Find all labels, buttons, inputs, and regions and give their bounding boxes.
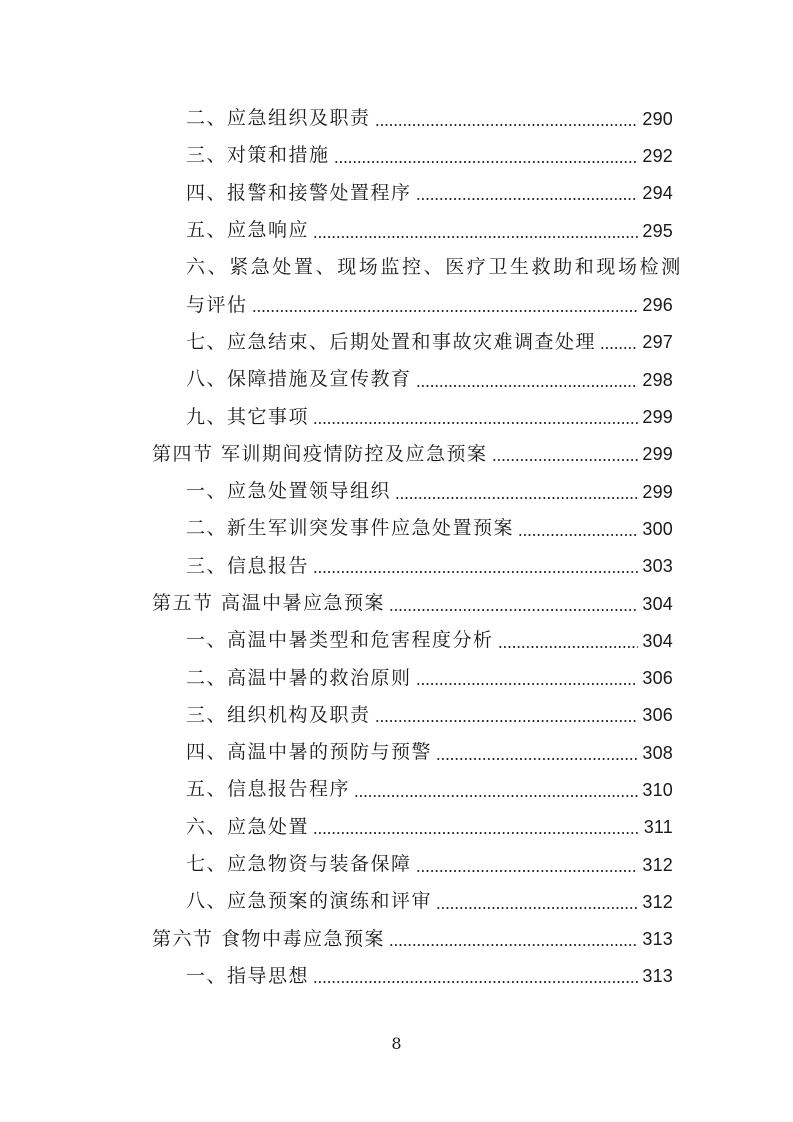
toc-section-entry[interactable] (0, 436, 793, 473)
toc-page-number: 308 (642, 742, 673, 763)
dot-leader (416, 682, 638, 686)
toc-page-number: 306 (642, 705, 673, 726)
dot-leader (313, 831, 638, 835)
dot-leader (416, 197, 638, 201)
toc-entry-title: 七、应急结束、后期处置和事故灾难调查处理 (186, 330, 597, 353)
toc-entry-title: 三、组织机构及职责 (186, 703, 371, 726)
toc-entry-title: 六、紧急处置、现场监控、医疗卫生救助和现场检测 (186, 256, 683, 279)
toc-page-number: 311 (643, 817, 673, 838)
toc-entry-title: 二、应急组织及职责 (186, 107, 371, 130)
toc-entry-title: 第六节 食物中毒应急预案 (152, 927, 386, 950)
dot-leader (252, 309, 638, 313)
toc-entry-title: 五、应急响应 (186, 219, 310, 242)
toc-entry-title: 七、应急物资与装备保障 (186, 853, 412, 876)
toc-entry-title: 第五节 高温中暑应急预案 (152, 592, 386, 614)
toc-page-number: 299 (642, 481, 673, 502)
toc-entry-title: 四、报警和接警处置程序 (186, 181, 412, 204)
dot-leader (492, 458, 638, 462)
toc-page-number: 290 (642, 108, 673, 129)
toc-section-entry[interactable] (0, 585, 793, 622)
toc-subsection-entry[interactable] (0, 846, 793, 883)
toc-entry-title: 三、对策和措施 (186, 144, 330, 167)
toc-page-number: 310 (642, 779, 673, 800)
toc-entry-title: 八、应急预案的演练和评审 (186, 890, 433, 913)
toc-subsection-entry[interactable] (0, 175, 793, 212)
toc-subsection-entry[interactable] (0, 809, 793, 846)
dot-leader (354, 794, 638, 798)
toc-subsection-entry[interactable] (0, 883, 793, 920)
toc-subsection-entry[interactable] (0, 548, 793, 585)
toc-subsection-entry[interactable] (0, 734, 793, 771)
dot-leader (389, 608, 638, 612)
toc-subsection-entry[interactable] (0, 622, 793, 659)
page-number: 8 (391, 1034, 402, 1053)
toc-page-number: 299 (642, 444, 673, 465)
toc-section-entry[interactable] (0, 921, 793, 958)
toc-entry-title: 二、高温中暑的救治原则 (186, 666, 412, 689)
dot-leader (416, 384, 638, 388)
toc-entry-title: 一、指导思想 (186, 964, 310, 987)
toc-entry-title: 九、其它事项 (186, 405, 310, 428)
toc-page-number: 304 (642, 630, 673, 651)
dot-leader (334, 160, 638, 164)
toc-subsection-entry[interactable] (0, 659, 793, 696)
dot-leader (436, 906, 638, 910)
toc-page-number: 295 (642, 220, 673, 241)
dot-leader (313, 421, 638, 425)
toc-subsection-entry[interactable] (0, 212, 793, 249)
toc-subsection-entry[interactable] (0, 137, 793, 174)
toc-subsection-entry[interactable] (0, 473, 793, 510)
dot-leader (518, 533, 638, 537)
toc-page-number: 306 (642, 668, 673, 689)
dot-leader (313, 570, 638, 574)
toc-entry-line[interactable] (0, 286, 793, 323)
dot-leader (395, 496, 638, 500)
toc-page-number: 300 (642, 518, 673, 539)
table-of-contents (0, 100, 793, 995)
toc-entry-title: 四、高温中暑的预防与预警 (186, 741, 433, 764)
toc-entry-line[interactable] (0, 249, 793, 286)
toc-subsection-entry[interactable] (0, 697, 793, 734)
toc-subsection-entry[interactable] (0, 324, 793, 361)
toc-entry-title: 第四节 军训期间疫情防控及应急预案 (152, 442, 488, 465)
toc-entry-title: 一、应急处置领导组织 (186, 480, 392, 503)
toc-page-number: 312 (642, 891, 673, 912)
toc-page-number: 292 (642, 145, 673, 166)
dot-leader (436, 757, 638, 761)
dot-leader (389, 943, 638, 947)
toc-subsection-entry[interactable] (0, 100, 793, 137)
toc-page-number: 313 (642, 966, 673, 987)
toc-subsection-entry[interactable] (0, 510, 793, 547)
toc-entry-title: 二、新生军训突发事件应急处置预案 (186, 517, 515, 540)
dot-leader (416, 869, 638, 873)
toc-page-number: 303 (642, 556, 673, 577)
dot-leader (498, 645, 638, 649)
toc-entry-title: 五、信息报告程序 (186, 778, 351, 801)
dot-leader (600, 346, 638, 350)
toc-entry-title-continued: 与评估 (186, 293, 248, 316)
toc-page-number: 294 (642, 183, 673, 204)
toc-entry-title: 八、保障措施及宣传教育 (186, 368, 412, 391)
dot-leader (313, 235, 638, 239)
toc-entry-title: 六、应急处置 (186, 815, 310, 838)
toc-subsection-entry[interactable] (0, 398, 793, 435)
dot-leader (375, 123, 638, 127)
toc-entry-title: 三、信息报告 (186, 554, 310, 577)
toc-page-number: 297 (642, 332, 673, 353)
dot-leader (313, 980, 638, 984)
toc-entry-title: 一、高温中暑类型和危害程度分析 (186, 629, 494, 652)
toc-page-number: 298 (642, 369, 673, 390)
toc-subsection-entry[interactable] (0, 361, 793, 398)
toc-page-number: 299 (642, 407, 673, 428)
dot-leader (375, 719, 638, 723)
toc-subsection-entry[interactable] (0, 958, 793, 995)
toc-page-number: 312 (642, 854, 673, 875)
toc-page-number: 313 (642, 929, 673, 950)
toc-page-number: 296 (642, 295, 673, 316)
toc-page-number: 304 (642, 593, 673, 614)
toc-subsection-entry[interactable] (0, 771, 793, 808)
